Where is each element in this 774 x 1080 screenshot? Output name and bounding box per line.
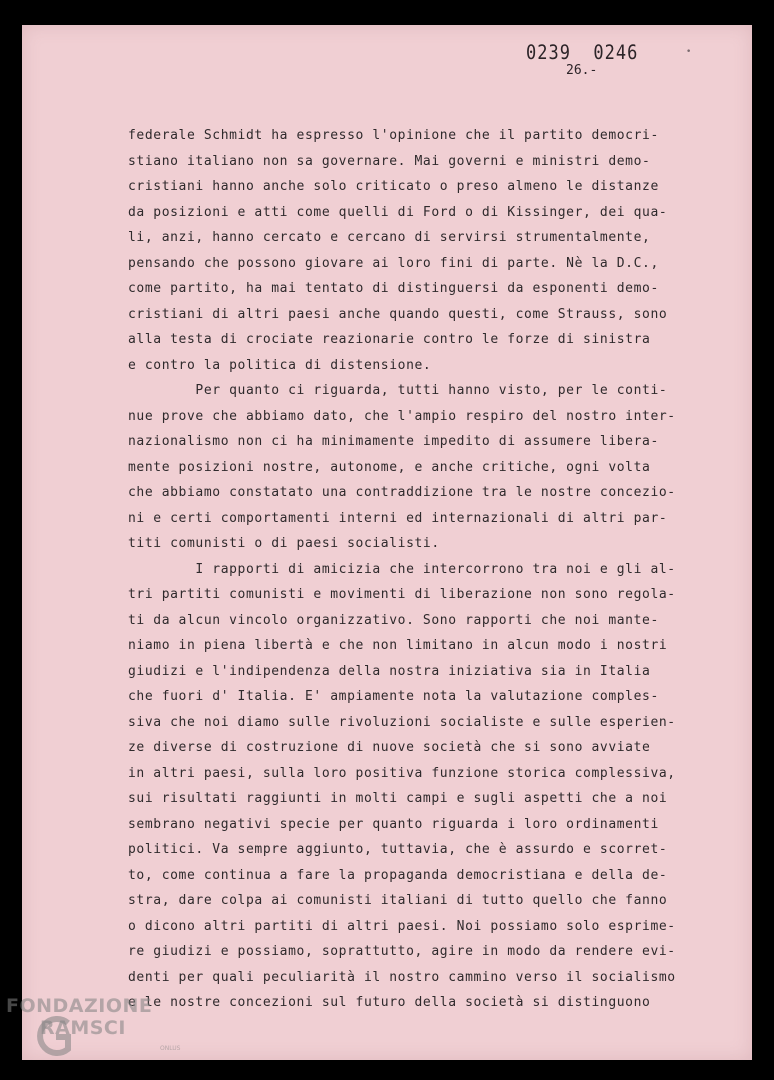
text-line: sui risultati raggiunti in molti campi e sugli aspetti che a noi [128, 791, 668, 806]
text-line: titi comunisti o di paesi socialisti. [128, 536, 440, 551]
text-line: Per quanto ci riguarda, tutti hanno visto, per le conti- [128, 383, 668, 398]
watermark-small: ONLUS [160, 1045, 181, 1052]
watermark-line1: FONDAZIONE [6, 995, 153, 1017]
text-line: to, come continua a fare la propaganda democristiana e della de- [128, 867, 668, 883]
text-line: niamo in piena libertà e che non limitano in alcun modo i nostri [128, 638, 668, 653]
text-line: in altri paesi, sulla loro positiva funzione storica complessiva, [128, 765, 676, 781]
text-line: li, anzi, hanno cercato e cercano di servirsi strumentalmente, [128, 230, 651, 245]
text-line: pensando che possono giovare ai loro fini di parte. Nè la D.C., [128, 255, 659, 271]
text-line: che abbiamo constatato una contraddizione tra le nostre concezio- [128, 485, 676, 500]
text-line: nue prove che abbiamo dato, che l'ampio respiro del nostro inter- [128, 408, 676, 424]
text-line: siva che noi diamo sulle rivoluzioni socialiste e sulle esperien- [128, 714, 676, 730]
typed-body-text [128, 123, 728, 1016]
text-line: denti per quali peculiarità il nostro cammino verso il socialismo [128, 969, 676, 985]
text-line: I rapporti di amicizia che intercorrono tra noi e gli al- [128, 561, 676, 577]
text-line: tri partiti comunisti e movimenti di liberazione non sono regola- [128, 587, 676, 602]
text-line: ze diverse di costruzione di nuove società che si sono avviate [128, 740, 651, 755]
text-line: alla testa di crociate reazionarie contro le forze di sinistra [128, 332, 651, 347]
text-line: o dicono altri partiti di altri paesi. Noi possiamo solo esprime- [128, 918, 676, 934]
text-line: sembrano negativi specie per quanto riguarda i loro ordinamenti [128, 816, 659, 832]
text-line: che fuori d' Italia. E' ampiamente nota la valutazione comples- [128, 689, 659, 704]
text-line: re giudizi e possiamo, soprattutto, agire in modo da rendere evi- [128, 944, 676, 959]
corner-mark: • [686, 47, 692, 57]
text-line: da posizioni e atti come quelli di Ford o di Kissinger, dei qua- [128, 204, 668, 220]
text-line: nazionalismo non ci ha minimamente impedito di assumere libera- [128, 434, 659, 449]
page-number: 26.- [566, 63, 598, 78]
text-line: stiano italiano non sa governare. Mai governi e ministri demo- [128, 153, 651, 169]
text-line: politici. Va sempre aggiunto, tuttavia, che è assurdo e scorret- [128, 842, 668, 857]
watermark-line2: RAMSCI [40, 1017, 126, 1039]
text-line: federale Schmidt ha espresso l'opinione che il partito democri- [128, 128, 659, 143]
text-line: stra, dare colpa ai comunisti italiani di tutto quello che fanno [128, 893, 668, 908]
text-line: come partito, ha mai tentato di distinguersi da esponenti demo- [128, 281, 659, 296]
text-line: mente posizioni nostre, autonome, e anche critiche, ogni volta [128, 459, 651, 475]
archive-number: 0239 0246 [526, 41, 639, 65]
text-line: cristiani di altri paesi anche quando questi, come Strauss, sono [128, 306, 668, 322]
fondazione-gramsci-watermark [6, 995, 206, 1075]
text-line: ni e certi comportamenti interni ed internazionali di altri par- [128, 510, 668, 526]
text-line: cristiani hanno anche solo criticato o preso almeno le distanze [128, 179, 659, 194]
text-line: e le nostre concezioni sul futuro della società si distinguono [128, 995, 651, 1010]
text-line: giudizi e l'indipendenza della nostra iniziativa sia in Italia [128, 663, 651, 679]
text-line: ti da alcun vincolo organizzativo. Sono rapporti che noi mante- [128, 612, 659, 628]
text-line: e contro la politica di distensione. [128, 357, 432, 373]
document-page [22, 25, 752, 1060]
